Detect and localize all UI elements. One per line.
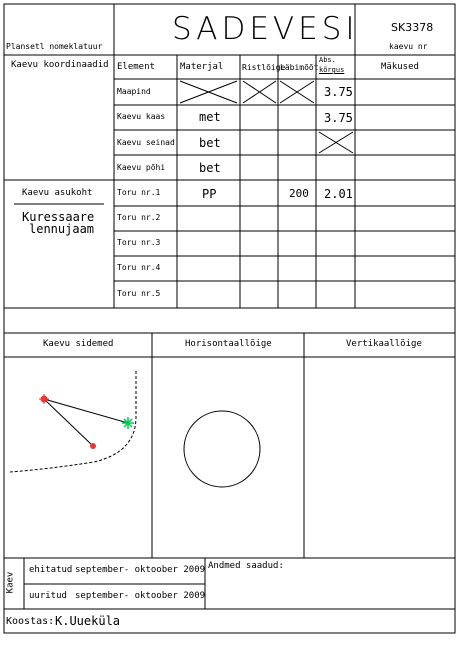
inspected-label: uuritud bbox=[29, 591, 67, 601]
location-line2: lennujaam bbox=[29, 222, 95, 236]
col-abs-2: kõrgus bbox=[319, 66, 345, 74]
reference-marker bbox=[122, 417, 134, 429]
section-vertical: Vertikaallõige bbox=[346, 339, 422, 349]
row-element: Toru nr.1 bbox=[117, 188, 161, 197]
manhole-links-sketch bbox=[4, 357, 152, 557]
horizontal-section-sketch bbox=[152, 357, 304, 557]
row-element: Toru nr.3 bbox=[117, 238, 161, 247]
inspected-date: september- oktoober 2009 bbox=[75, 591, 206, 601]
section-horizontal: Horisontaallõige bbox=[185, 339, 272, 349]
manhole-code: SK3378 bbox=[391, 21, 434, 34]
row-element: Toru nr.5 bbox=[117, 289, 161, 298]
road-edge-line bbox=[10, 371, 136, 472]
coords-label: Kaevu koordinaadid bbox=[11, 60, 109, 70]
built-date: september- oktoober 2009 bbox=[75, 565, 206, 575]
row-abs: 3.75 bbox=[324, 85, 353, 99]
form-title: SADEVESI bbox=[172, 11, 359, 47]
row-abs: 2.01 bbox=[324, 187, 353, 201]
row-material: bet bbox=[199, 161, 221, 175]
row-element: Toru nr.4 bbox=[117, 263, 161, 272]
built-label: ehitatud bbox=[29, 565, 73, 575]
nomenclature-label: Plansetl nomeklatuur bbox=[6, 42, 103, 51]
col-abs-1: Abs. bbox=[319, 56, 336, 64]
point-marker bbox=[90, 443, 96, 449]
location-label: Kaevu asukoht bbox=[22, 188, 93, 198]
row-material: bet bbox=[199, 136, 221, 150]
col-defects: Mäkused bbox=[381, 62, 419, 72]
author-label: Koostas: bbox=[6, 616, 55, 627]
data-received-label: Andmed saadud: bbox=[208, 561, 284, 571]
row-material: met bbox=[199, 110, 221, 124]
col-diameter: Läbimõõt bbox=[280, 63, 319, 72]
location-line1: Kuressaare bbox=[22, 210, 95, 224]
row-abs: 3.75 bbox=[324, 111, 353, 125]
side-label-box bbox=[4, 558, 24, 609]
row-element: Maapind bbox=[117, 87, 151, 96]
col-cross-slope: Ristlõige bbox=[242, 63, 286, 72]
col-element: Element bbox=[117, 62, 155, 72]
side-label: Kaev bbox=[5, 571, 16, 594]
row-material: PP bbox=[202, 187, 217, 201]
row-element: Toru nr.2 bbox=[117, 213, 161, 222]
col-material: Materjal bbox=[180, 62, 224, 72]
manhole-circle bbox=[184, 411, 260, 487]
manhole-code-label: kaevu nr bbox=[389, 42, 428, 51]
row-element: Kaevu seinad bbox=[117, 138, 175, 147]
section-links: Kaevu sidemed bbox=[43, 339, 114, 349]
row-element: Kaevu põhi bbox=[117, 163, 166, 172]
author-name: K.Uueküla bbox=[55, 614, 121, 628]
row-element: Kaevu kaas bbox=[117, 112, 166, 121]
row-diameter: 200 bbox=[289, 187, 309, 200]
